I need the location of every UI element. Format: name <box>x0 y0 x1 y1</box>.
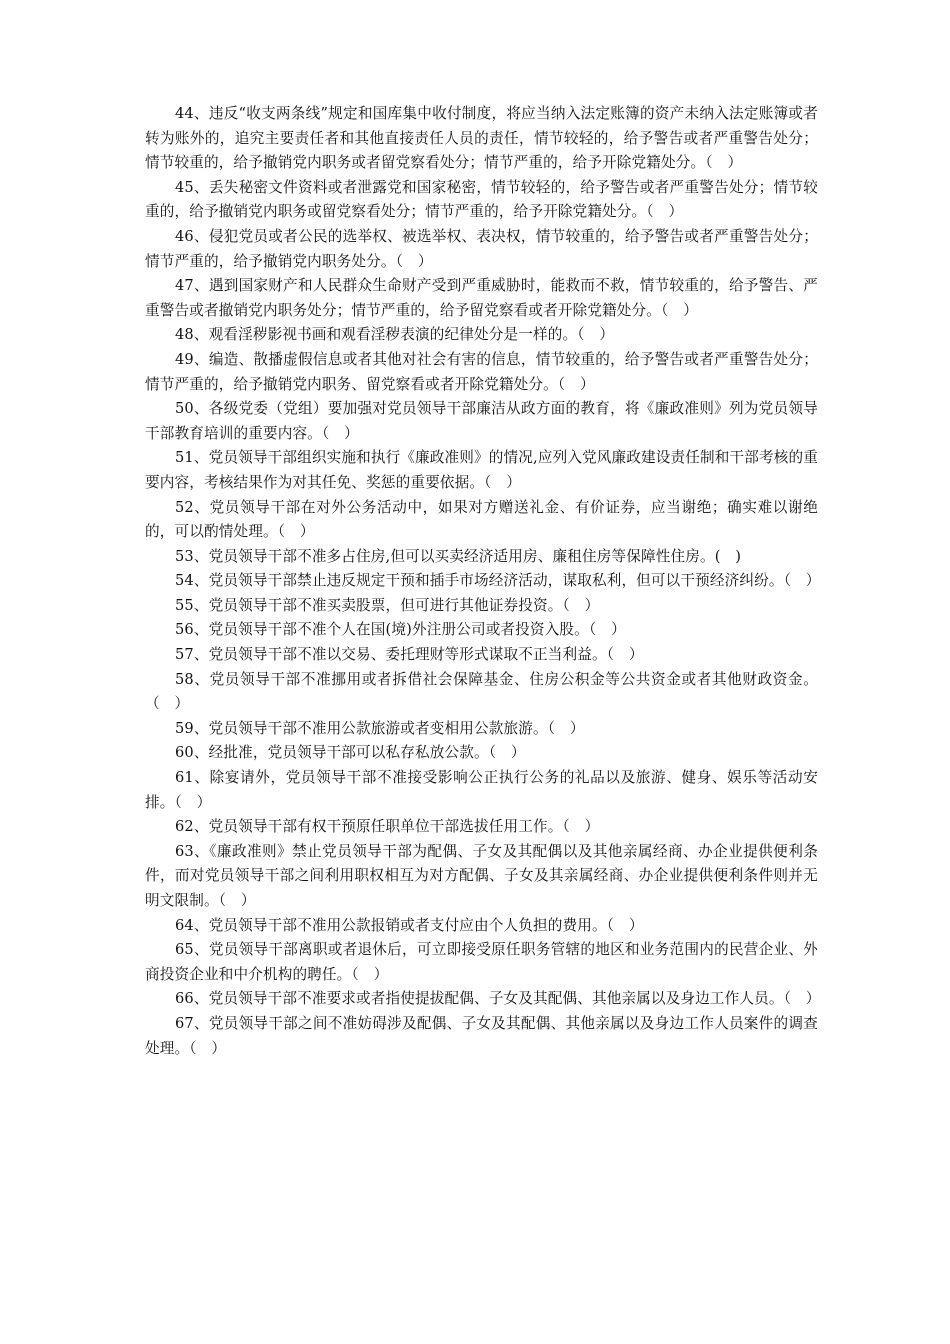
question-44: 44、违反“收支两条线”规定和国库集中收付制度，将应当纳入法定账簿的资产未纳入法定账簿或者转为账外的，追究主要责任者和其他直接责任人员的责任，情节较轻的，给予警告或者严重警告处分；情节较重的，给予撤销党内职务或者留党察看处分；情节严重的，给予开除党籍处分。（ ） <box>145 105 818 172</box>
question-45: 45、丢失秘密文件资料或者泄露党和国家秘密，情节较轻的，给予警告或者严重警告处分；情节较重的，给予撤销党内职务或留党察看处分；情节严重的，给予开除党籍处分。（ ） <box>145 178 818 221</box>
question-55: 55、党员领导干部不准买卖股票，但可进行其他证券投资。（ ） <box>175 596 600 614</box>
question-52: 52、党员领导干部在对外公务活动中，如果对方赠送礼金、有价证券，应当谢绝；确实难以谢绝的，可以酌情处理。（ ） <box>145 498 818 541</box>
question-61: 61、除宴请外，党员领导干部不准接受影响公正执行公务的礼品以及旅游、健身、娱乐等活动安排。（ ） <box>145 769 818 811</box>
question-57: 57、党员领导干部不准以交易、委托理财等形式谋取不正当利益。（ ） <box>175 646 644 664</box>
question-65: 65、党员领导干部离职或者退休后，可立即接受原任职务管辖的地区和业务范围内的民营企业、外商投资企业和中介机构的聘任。（ ） <box>145 941 818 983</box>
question-59: 59、党员领导干部不准用公款旅游或者变相用公款旅游。（ ） <box>175 719 585 737</box>
question-list <box>145 102 821 1061</box>
question-56: 56、党员领导干部不准个人在国(境)外注册公司或者投资入股。（ ） <box>175 621 626 639</box>
question-48: 48、观看淫秽影视书画和观看淫秽表演的纪律处分是一样的。（ ） <box>175 326 615 344</box>
question-47: 47、遇到国家财产和人民群众生命财产受到严重威胁时，能救而不救，情节较重的，给予警告、严重警告或者撤销党内职务处分；情节严重的，给予留党察看或者开除党籍处分。（ ） <box>145 277 818 319</box>
question-49: 49、编造、散播虚假信息或者其他对社会有害的信息，情节较重的，给予警告或者严重警告处分；情节严重的，给予撤销党内职务、留党察看或者开除党籍处分。（ ） <box>145 350 818 393</box>
question-46: 46、侵犯党员或者公民的选举权、被选举权、表决权，情节较重的，给予警告或者严重警告处分；情节严重的，给予撤销党内职务处分。（ ） <box>145 227 818 270</box>
question-54: 54、党员领导干部禁止违反规定干预和插手市场经济活动，谋取私利，但可以干预经济纠纷。（ ） <box>175 572 821 590</box>
question-58: 58、党员领导干部不准挪用或者拆借社会保障基金、住房公积金等公共资金或者其他财政资金。（ ） <box>145 670 818 713</box>
question-60: 60、经批准，党员领导干部可以私存私放公款。（ ） <box>175 744 526 762</box>
question-50: 50、各级党委（党组）要加强对党员领导干部廉洁从政方面的教育，将《廉政准则》列为党员领导干部教育培训的重要内容。（ ） <box>145 400 818 442</box>
question-53: 53、党员领导干部不准多占住房,但可以买卖经济适用房、廉租住房等保障性住房。( ) <box>175 547 742 565</box>
question-51: 51、党员领导干部组织实施和执行《廉政准则》的情况,应列入党风廉政建设责任制和干部考核的重要内容，考核结果作为对其任免、奖惩的重要依据。（ ） <box>145 449 818 491</box>
question-67: 67、党员领导干部之间不准妨碍涉及配偶、子女及其配偶、其他亲属以及身边工作人员案件的调查处理。（ ） <box>145 1014 818 1057</box>
question-62: 62、党员领导干部有权干预原任职单位干部选拔任用工作。（ ） <box>175 818 600 836</box>
question-64: 64、党员领导干部不准用公款报销或者支付应由个人负担的费用。（ ） <box>175 916 644 934</box>
question-63: 63、《廉政准则》禁止党员领导干部为配偶、子女及其配偶以及其他亲属经商、办企业提供便利条件，而对党员领导干部之间利用职权相互为对方配偶、子女及其亲属经商、办企业提供便利条件则并无明文限制。（ ） <box>145 842 818 909</box>
question-66: 66、党员领导干部不准要求或者指使提拔配偶、子女及其配偶、其他亲属以及身边工作人员。（ ） <box>175 990 821 1008</box>
